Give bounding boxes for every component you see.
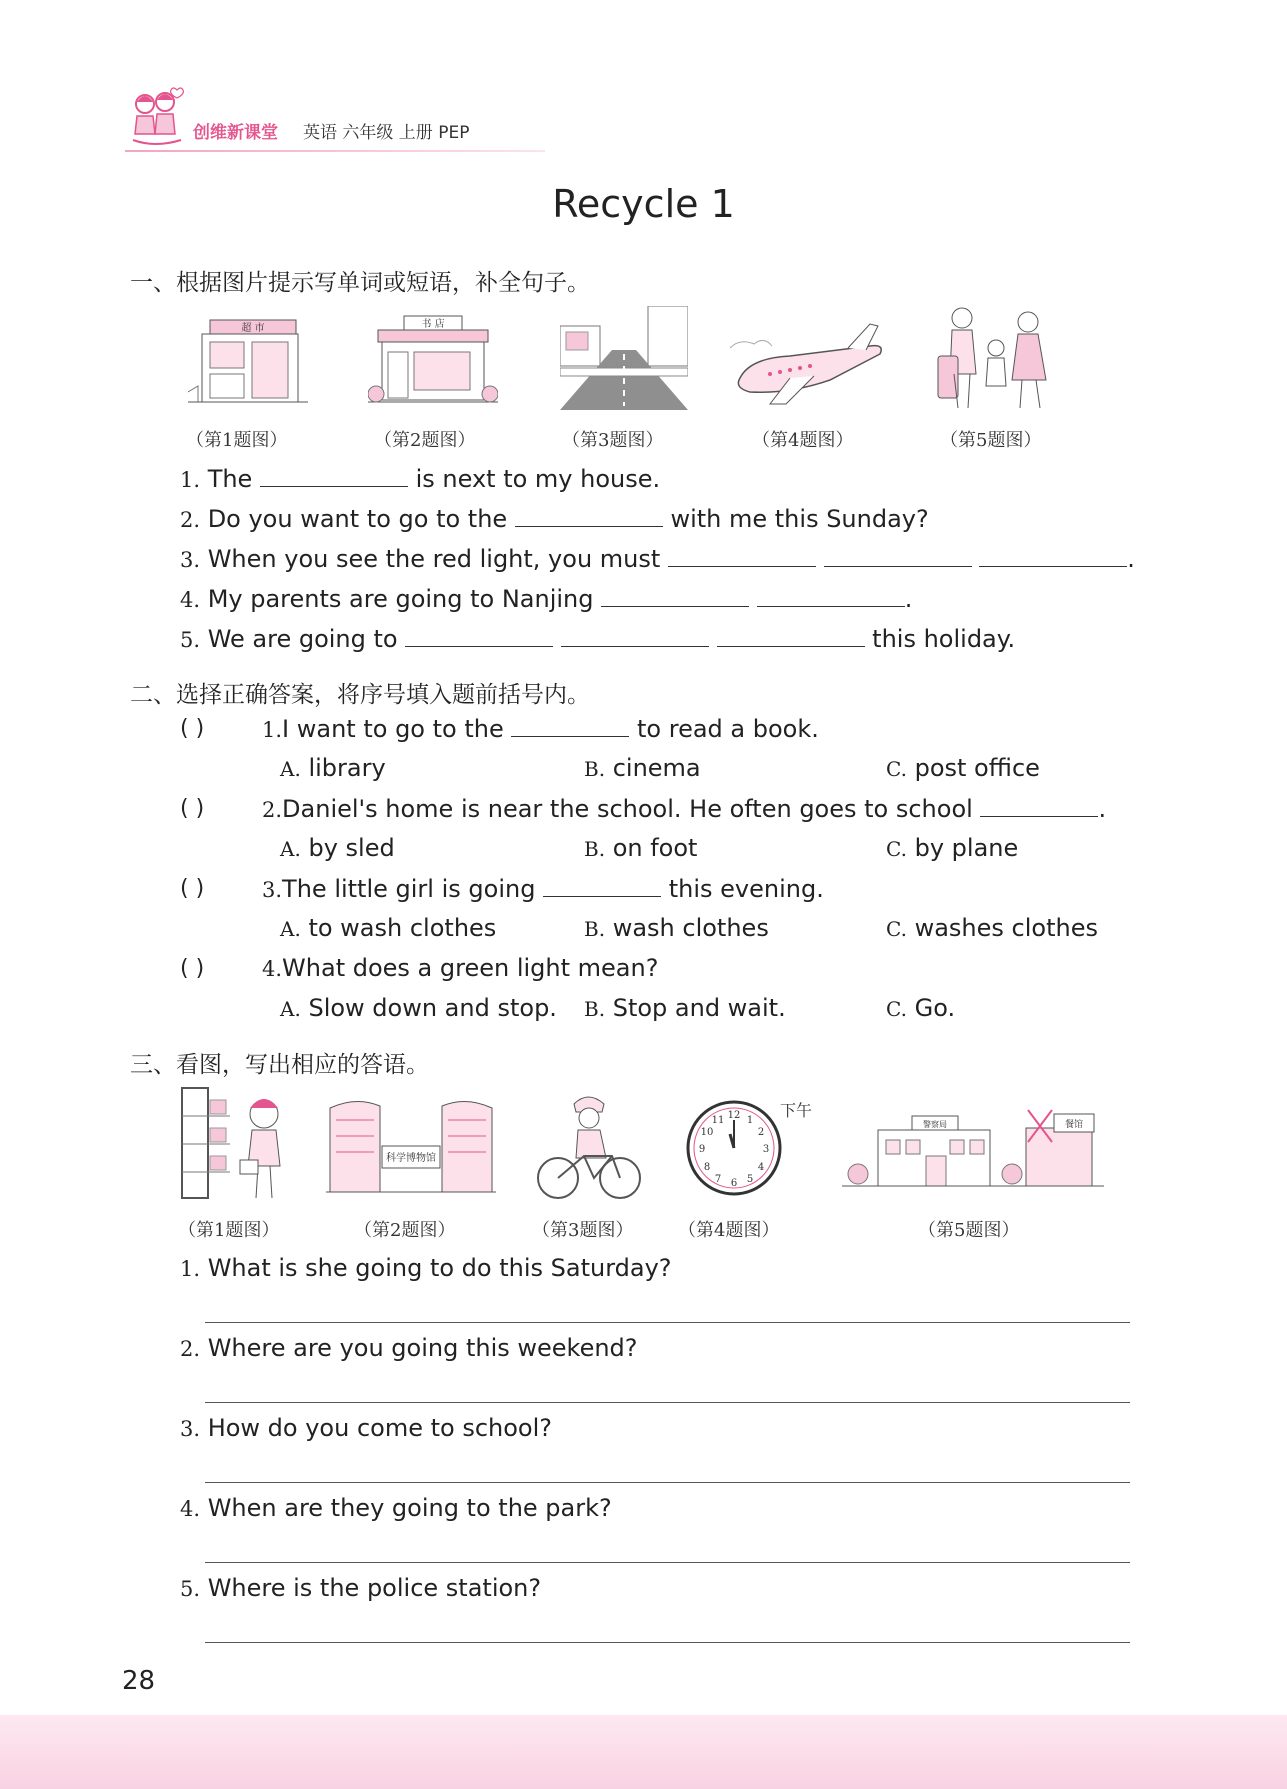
s2-question-1: 1.I want to go to the to read a book.	[262, 715, 819, 743]
section1-heading: 一、根据图片提示写单词或短语，补全句子。	[130, 270, 590, 296]
answer-blank[interactable]	[260, 464, 408, 487]
page-header	[125, 82, 545, 152]
answer-line-2[interactable]	[205, 1402, 1130, 1403]
answer-parens-2[interactable]: ( )	[180, 796, 205, 821]
svg-text:7: 7	[714, 1174, 722, 1185]
answer-blank[interactable]	[979, 544, 1127, 567]
option-b: B. on foot	[584, 834, 698, 862]
answer-blank[interactable]	[717, 624, 865, 647]
s1-caption-3: （第3题图）	[562, 430, 664, 451]
option-a: A. by sled	[280, 834, 395, 862]
question-number: 5.	[180, 628, 201, 652]
answer-parens-4[interactable]: ( )	[180, 956, 205, 981]
crossroads-picture	[560, 306, 688, 410]
building-sign-label: 警察局	[923, 1120, 947, 1129]
option-a: A. library	[280, 754, 386, 782]
section3-heading: 三、看图，写出相应的答语。	[130, 1052, 429, 1078]
s1-question-3: 3. When you see the red light, you must .	[180, 545, 1135, 573]
svg-text:5: 5	[746, 1174, 754, 1185]
s3-caption-3: （第3题图）	[532, 1220, 634, 1241]
svg-text:3: 3	[762, 1144, 770, 1155]
page-title: Recycle 1	[552, 182, 735, 226]
s1-question-5: 5. We are going to this holiday.	[180, 625, 1016, 653]
svg-text:1: 1	[746, 1115, 754, 1126]
answer-blank[interactable]	[668, 544, 816, 567]
s3-caption-2: （第2题图）	[354, 1220, 456, 1241]
s3-question-5: 5. Where is the police station?	[180, 1574, 542, 1602]
bookstore-picture	[368, 312, 498, 412]
svg-text:9: 9	[698, 1144, 706, 1155]
s1-caption-5: （第5题图）	[940, 430, 1042, 451]
svg-text:6: 6	[730, 1178, 738, 1189]
answer-line-1[interactable]	[205, 1322, 1130, 1323]
s3-caption-1: （第1题图）	[178, 1220, 280, 1241]
answer-blank[interactable]	[515, 504, 663, 527]
police-station-picture	[842, 1100, 1104, 1196]
museum-sign-label: 科学博物馆	[386, 1153, 436, 1164]
option-b: B. Stop and wait.	[584, 994, 786, 1022]
cyclist-picture	[536, 1090, 642, 1202]
brand-name: 创维新课堂	[193, 123, 278, 143]
s3-question-3: 3. How do you come to school?	[180, 1414, 553, 1442]
answer-blank[interactable]	[980, 794, 1098, 817]
footer-band	[0, 1715, 1287, 1789]
s1-question-2: 2. Do you want to go to the with me this Sunday?	[180, 505, 929, 533]
question-number: 2.	[180, 508, 201, 532]
answer-blank[interactable]	[543, 874, 661, 897]
s3-caption-4: （第4题图）	[678, 1220, 780, 1241]
svg-text:11: 11	[711, 1115, 725, 1126]
answer-blank[interactable]	[561, 624, 709, 647]
svg-text:8: 8	[703, 1162, 711, 1173]
option-c: C. washes clothes	[886, 914, 1098, 942]
answer-blank[interactable]	[511, 714, 629, 737]
s2-question-3: 3.The little girl is going this evening.	[262, 875, 824, 903]
s1-caption-2: （第2题图）	[374, 430, 476, 451]
s1-question-1: 1. The is next to my house.	[180, 465, 661, 493]
answer-blank[interactable]	[405, 624, 553, 647]
svg-text:12: 12	[727, 1110, 741, 1121]
svg-text:10: 10	[700, 1127, 714, 1138]
svg-text:2: 2	[757, 1127, 765, 1138]
s2-question-2: 2.Daniel's home is near the school. He often goes to school .	[262, 795, 1107, 823]
s1-question-4: 4. My parents are going to Nanjing .	[180, 585, 913, 613]
question-number: 3.	[180, 548, 201, 572]
page-number: 28	[122, 1666, 156, 1696]
option-a: A. to wash clothes	[280, 914, 497, 942]
option-c: C. Go.	[886, 994, 956, 1022]
s3-caption-5: （第5题图）	[918, 1220, 1020, 1241]
answer-line-3[interactable]	[205, 1482, 1130, 1483]
s1-caption-1: （第1题图）	[186, 430, 288, 451]
supermarket-picture	[188, 312, 308, 412]
s3-question-2: 2. Where are you going this weekend?	[180, 1334, 638, 1362]
option-c: C. by plane	[886, 834, 1019, 862]
answer-line-4[interactable]	[205, 1562, 1130, 1563]
answer-parens-3[interactable]: ( )	[180, 876, 205, 901]
answer-parens-1[interactable]: ( )	[180, 716, 205, 741]
option-a: A. Slow down and stop.	[280, 994, 557, 1022]
sign-label-bookstore: 书 店	[421, 319, 445, 330]
option-b: B. cinema	[584, 754, 701, 782]
section2-heading: 二、选择正确答案，将序号填入题前括号内。	[130, 682, 590, 708]
s2-question-4: 4.What does a green light mean?	[262, 954, 659, 982]
option-b: B. wash clothes	[584, 914, 769, 942]
answer-line-5[interactable]	[205, 1642, 1130, 1643]
svg-text:4: 4	[757, 1162, 765, 1173]
answer-blank[interactable]	[824, 544, 972, 567]
clock-pm-label: 下午	[779, 1101, 813, 1120]
clock-picture	[686, 1098, 816, 1198]
option-c: C. post office	[886, 754, 1040, 782]
question-number: 4.	[180, 588, 201, 612]
girl-shopping-picture	[180, 1086, 292, 1202]
kids-logo-icon	[125, 86, 187, 148]
book-info: 英语 六年级 上册 PEP	[303, 123, 470, 143]
family-travel-picture	[936, 304, 1056, 410]
s3-question-1: 1. What is she going to do this Saturday?	[180, 1254, 672, 1282]
answer-blank[interactable]	[601, 584, 749, 607]
s3-question-4: 4. When are they going to the park?	[180, 1494, 612, 1522]
question-number: 1.	[180, 468, 201, 492]
sign-label-supermarket: 超 市	[241, 323, 265, 334]
header-rule	[125, 150, 545, 152]
s1-caption-4: （第4题图）	[752, 430, 854, 451]
airplane-picture	[730, 318, 890, 408]
answer-blank[interactable]	[757, 584, 905, 607]
restaurant-sign-label: 餐馆	[1064, 1120, 1084, 1130]
science-museum-picture	[326, 1096, 496, 1200]
